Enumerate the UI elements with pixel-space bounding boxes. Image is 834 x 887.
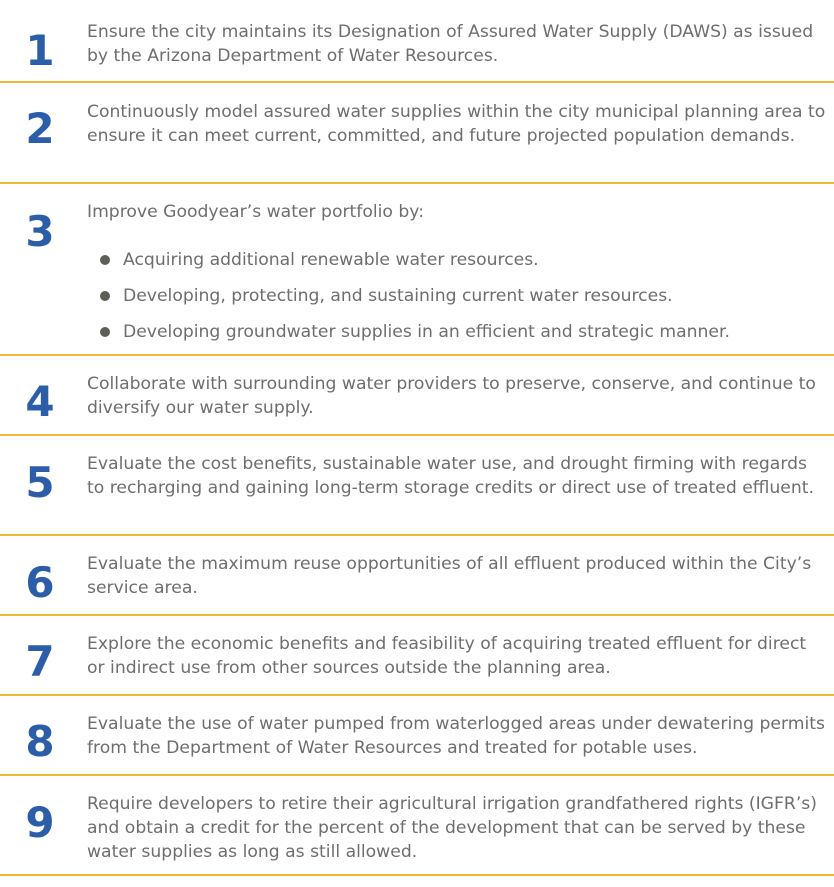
goal-text: Explore the economic benefits and feasibility of acquiring treated effluent for direct or indirect use from other sources outside the planning area.	[87, 634, 807, 678]
goal-row	[0, 184, 834, 356]
goal-row	[0, 776, 834, 876]
goal-number: 1	[25, 26, 55, 75]
goal-number: 7	[25, 637, 55, 686]
goal-text: Evaluate the maximum reuse opportunities of all effluent produced within the City’s service area.	[87, 554, 812, 598]
goal-number: 2	[25, 104, 55, 153]
bullet-icon	[100, 291, 110, 301]
goal-number: 5	[25, 458, 55, 507]
goal-text: Collaborate with surrounding water providers to preserve, conserve, and continue to diversify our water supply.	[87, 374, 816, 418]
sub-list-item	[100, 320, 828, 356]
goal-number: 8	[25, 717, 55, 766]
sub-list-item	[100, 248, 828, 284]
goal-text: Evaluate the cost benefits, sustainable water use, and drought firming with regards to recharging and gaining long-term storage credits or direct use of treated effluent.	[87, 454, 814, 498]
goal-row	[0, 436, 834, 536]
goal-row	[0, 0, 834, 83]
goal-row	[0, 536, 834, 616]
goal-row	[0, 616, 834, 696]
sub-list	[100, 248, 828, 356]
goal-text: Require developers to retire their agricultural irrigation grandfathered rights (IGFR’s) and obtain a credit for the percent of the development that can be served by these water supplies as long as still allowed.	[87, 794, 817, 862]
goal-text: Continuously model assured water supplies within the city municipal planning area to ensure it can meet current, committed, and future projected population demands.	[87, 102, 826, 146]
sub-item-text: Developing, protecting, and sustaining current water resources.	[123, 286, 673, 306]
goal-number: 3	[25, 207, 55, 256]
goal-number: 6	[25, 558, 55, 607]
bullet-icon	[100, 327, 110, 337]
goal-text: Ensure the city maintains its Designation of Assured Water Supply (DAWS) as issued by the Arizona Department of Water Resources.	[87, 22, 814, 66]
goal-row	[0, 356, 834, 436]
goal-number: 4	[25, 377, 55, 426]
bullet-icon	[100, 255, 110, 265]
sub-item-text: Acquiring additional renewable water resources.	[123, 250, 539, 270]
goal-number: 9	[25, 798, 55, 847]
sub-list-item	[100, 284, 828, 320]
goal-row	[0, 83, 834, 184]
goal-text: Evaluate the use of water pumped from waterlogged areas under dewatering permits from the Department of Water Resources and treated for potable uses.	[87, 714, 825, 758]
goal-row	[0, 696, 834, 776]
goal-text: Improve Goodyear’s water portfolio by:	[87, 202, 425, 222]
sub-item-text: Developing groundwater supplies in an efficient and strategic manner.	[123, 322, 730, 342]
